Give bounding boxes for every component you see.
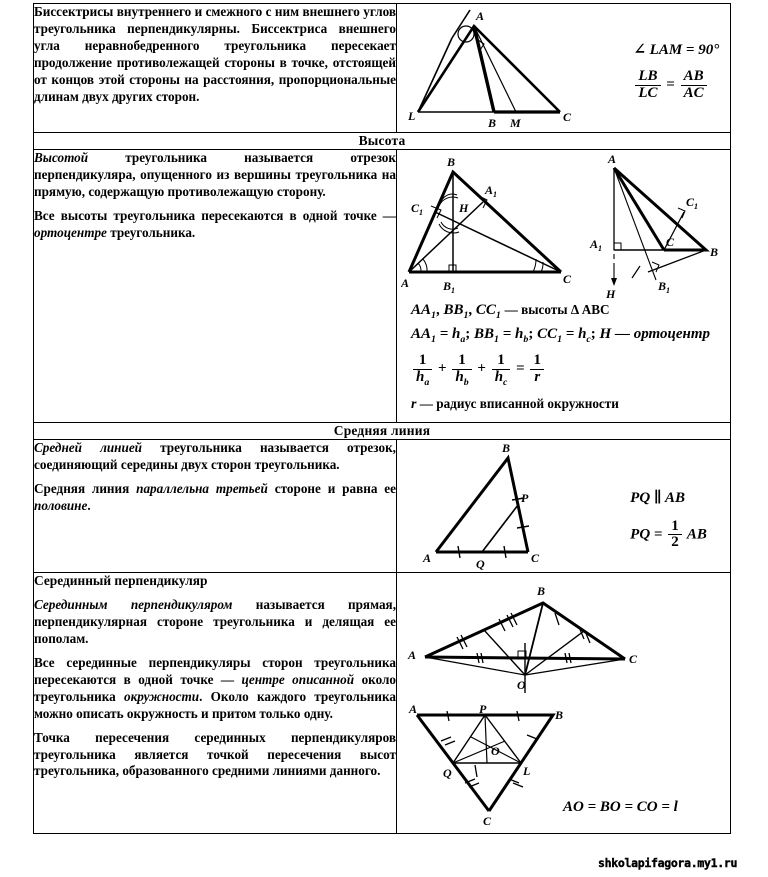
perpbisector-text-cell bbox=[34, 572, 397, 833]
frac-hc-num: 1 bbox=[497, 352, 505, 368]
half-denominator: 2 bbox=[668, 534, 682, 551]
figure-label-A: A bbox=[475, 9, 484, 23]
bisector-paragraph: Биссектрисы внутреннего и смежного с ним внешнего углов треугольника перпендикулярны. Биссектриса внешнего угла неравнобедренного треугольника пересекает продолжение противолежащей стороны в точке, отстоящей от концов этой стороны на расстояния, пропорциональные длинам двух других сторон. bbox=[34, 4, 396, 104]
hc-letter: h bbox=[494, 368, 504, 385]
figure-label-C1: $C_1$ bbox=[410, 201, 423, 217]
ha-sub: a bbox=[424, 376, 430, 388]
figure-label-A: A bbox=[408, 704, 417, 716]
h-eq1: = h bbox=[439, 326, 461, 342]
midline-diagram bbox=[420, 440, 570, 570]
table-row-height-header bbox=[34, 133, 731, 150]
midline-paragraph-2: Средняя линия параллельна третьей стороне и равна ее половине. bbox=[34, 480, 396, 513]
ratio-equals: = bbox=[666, 76, 675, 93]
parallel-term: параллельна третьей bbox=[136, 480, 268, 496]
hc-sub: c bbox=[503, 376, 508, 388]
bisector-figure-cell bbox=[397, 4, 731, 133]
h-cc1: CC bbox=[537, 326, 558, 342]
frac-ha-num: 1 bbox=[418, 352, 427, 368]
height-formula-line1: $AA_1$, $BB_1$, $CC_1$ — высоты Δ ABC bbox=[411, 302, 610, 321]
figure-label-O: O bbox=[516, 677, 526, 692]
height-paragraph-2: Все высоты треугольника пересекаются в одной точке — ортоцентре треугольника. bbox=[34, 207, 396, 240]
heights-tail-text: — высоты Δ ABC bbox=[504, 302, 610, 317]
figure-label-A: A bbox=[400, 276, 409, 290]
frac-r-den: r bbox=[530, 369, 544, 386]
cc1-sub: 1 bbox=[495, 310, 501, 321]
figure-label-A1: $A_1$ bbox=[484, 183, 497, 199]
midline-paragraph-1: Средней линией треугольника называется отрезок, соединяющий середины двух сторон треугольника. bbox=[34, 439, 396, 472]
height-term: Высотой bbox=[34, 150, 89, 165]
figure-label-B1: $B_1$ bbox=[658, 279, 671, 295]
bisector-text-cell bbox=[34, 4, 397, 133]
h-sep3: ; bbox=[590, 326, 596, 342]
figure-label-M: M bbox=[509, 116, 521, 130]
frac-r-num: 1 bbox=[533, 352, 541, 368]
orthocenter-note: H — ортоцентр bbox=[599, 326, 710, 342]
figure-label-L: L bbox=[522, 763, 530, 778]
perpbisector-paragraph-1: Серединным перпендикуляром называется прямая, перпендикулярная стороне треугольника и делящая ее пополам. bbox=[34, 596, 396, 646]
ratio-left-denominator: LC bbox=[635, 85, 660, 102]
section-header-height: Высота bbox=[34, 133, 731, 150]
ratio-left-numerator: LB bbox=[638, 68, 658, 84]
figure-label-B: B bbox=[710, 245, 719, 259]
h-eq2: = h bbox=[502, 326, 524, 342]
figure-label-C: C bbox=[482, 813, 491, 828]
ha-letter: h bbox=[416, 368, 425, 385]
frac-ha-den bbox=[413, 369, 432, 388]
frac-hc bbox=[492, 353, 511, 388]
height-formula-line2 bbox=[411, 326, 730, 345]
inradius-note-text: — радиус вписанной окружности bbox=[419, 395, 619, 411]
h-eq3: = h bbox=[565, 326, 587, 342]
height-acute-diagram bbox=[401, 150, 579, 300]
aa1-term: AA bbox=[411, 302, 432, 318]
op-equals: = bbox=[516, 360, 525, 377]
height-text-cell bbox=[34, 150, 397, 423]
frac-hb-den bbox=[452, 369, 471, 388]
bb1-term: BB bbox=[443, 302, 464, 318]
perpbisector-paragraph-3: Точка пересечения серединных перпендикуляров треугольника является точкой пересечения высот треугольника, образованного средними линиями данного. bbox=[34, 729, 396, 779]
figure-label-H: H bbox=[606, 287, 616, 300]
circumcenter-diagram bbox=[403, 575, 725, 703]
circumcircle-term: окружности bbox=[123, 688, 200, 704]
bb1-sub: 1 bbox=[463, 310, 469, 321]
h-bb1-sub: 1 bbox=[494, 334, 499, 345]
figure-label-C1: $C_1$ bbox=[686, 195, 699, 211]
frac-hb bbox=[452, 353, 471, 388]
op-plus-1: + bbox=[438, 360, 447, 377]
ratio-left-fraction bbox=[635, 69, 660, 101]
frac-hc-den bbox=[492, 369, 511, 388]
figure-label-B: B bbox=[502, 440, 511, 455]
h-sep2: ; bbox=[528, 326, 534, 342]
h-c-sub: c bbox=[586, 334, 591, 345]
figure-label-B: B bbox=[536, 583, 545, 598]
figure-label-O: O bbox=[490, 743, 500, 758]
table-row-midline-header bbox=[34, 422, 731, 439]
figure-label-H: H bbox=[458, 201, 469, 215]
figure-label-Q: Q bbox=[442, 765, 452, 780]
bisector-angle-formula: ∠ LAM = 90° bbox=[633, 42, 720, 58]
orthocenter-term: ортоцентре bbox=[34, 224, 107, 240]
figure-label-B: B bbox=[554, 707, 563, 722]
h-bb1: BB bbox=[474, 326, 495, 342]
ratio-right-denominator: AC bbox=[681, 85, 707, 102]
midline-parallel-formula: PQ ∥ AB bbox=[630, 489, 686, 506]
frac-r bbox=[530, 353, 544, 385]
cc1-term: CC bbox=[475, 302, 496, 318]
h-aa1-sub: 1 bbox=[431, 334, 436, 345]
ratio-right-numerator: AB bbox=[683, 68, 704, 84]
inradius-note: r — радиус вписанной окружности bbox=[411, 395, 619, 412]
site-watermark: shkolapifagora.my1.ru bbox=[598, 856, 738, 870]
height-obtuse-diagram bbox=[586, 150, 726, 300]
half-fraction bbox=[668, 519, 682, 551]
perpbisector-figure-cell bbox=[397, 572, 731, 833]
table-row-perpendicular-bisector bbox=[34, 572, 731, 833]
section-header-midline: Средняя линия bbox=[34, 422, 731, 439]
figure-label-A1: $A_1$ bbox=[590, 237, 603, 253]
h-a-sub: a bbox=[460, 334, 466, 345]
figure-label-C: C bbox=[562, 272, 571, 286]
table-row-midline bbox=[34, 439, 731, 572]
height-figure-cell bbox=[397, 150, 731, 423]
medial-triangle-diagram bbox=[403, 705, 725, 833]
height-formula-reciprocal-sum bbox=[411, 353, 730, 388]
table-row-bisector bbox=[34, 4, 731, 133]
h-sep1: ; bbox=[465, 326, 471, 342]
figure-label-P: P bbox=[478, 704, 486, 716]
perpbisector-paragraph-2: Все серединные перпендикуляры сторон треугольника пересекаются в одной точке — центре описанной около треугольника окружности. Около каждого треугольника можно описать окружность и притом только одну. bbox=[34, 654, 396, 721]
hb-letter: h bbox=[455, 368, 464, 385]
circumradius-formula: AO = BO = CO = l bbox=[562, 798, 678, 815]
ab-term: AB bbox=[686, 526, 707, 543]
figure-label-Q: Q bbox=[476, 556, 485, 570]
h-aa1: AA bbox=[411, 326, 432, 342]
half-term: половине bbox=[34, 497, 88, 513]
figure-label-P: P bbox=[521, 490, 529, 505]
figure-label-A: A bbox=[423, 550, 432, 565]
h-b-sub: b bbox=[523, 334, 529, 345]
bisector-ratio-formula bbox=[633, 69, 719, 101]
height-paragraph-1: Высотой треугольника называется отрезок перпендикуляра, опущенного из вершины треугольника на прямую, содержащую противолежащую сторону. bbox=[34, 150, 396, 199]
bisector-external-diagram bbox=[408, 4, 598, 130]
midline-figure-cell bbox=[397, 439, 731, 572]
frac-hb-num: 1 bbox=[458, 352, 466, 368]
figure-label-A: A bbox=[608, 152, 617, 166]
figure-label-C: C bbox=[666, 235, 675, 249]
figure-label-C: C bbox=[562, 110, 571, 124]
circumcenter-term: центре описанной bbox=[241, 671, 355, 687]
ratio-right-fraction bbox=[681, 69, 707, 101]
geometry-reference-table bbox=[33, 3, 731, 834]
h-cc1-sub: 1 bbox=[557, 334, 563, 345]
table-row-height bbox=[34, 150, 731, 423]
midline-half-formula bbox=[630, 519, 707, 551]
figure-label-C: C bbox=[531, 550, 540, 565]
figure-label-C: C bbox=[628, 651, 637, 666]
midline-text-cell bbox=[34, 439, 397, 572]
figure-label-B1: $B_1$ bbox=[442, 279, 455, 295]
half-numerator: 1 bbox=[671, 517, 679, 534]
figure-label-A: A bbox=[407, 647, 416, 662]
pq-equals: PQ = bbox=[630, 526, 663, 543]
perpbisector-block-title: Серединный перпендикуляр bbox=[34, 572, 208, 588]
figure-label-L: L bbox=[407, 109, 416, 123]
hb-sub: b bbox=[463, 376, 469, 388]
perpbisector-term: Серединным перпендикуляром bbox=[34, 596, 233, 612]
midline-term: Средней линией bbox=[34, 439, 143, 455]
figure-label-B: B bbox=[487, 116, 496, 130]
figure-label-B: B bbox=[446, 155, 455, 169]
op-plus-2: + bbox=[477, 360, 486, 377]
aa1-sub: 1 bbox=[431, 310, 436, 321]
frac-ha bbox=[413, 353, 432, 388]
